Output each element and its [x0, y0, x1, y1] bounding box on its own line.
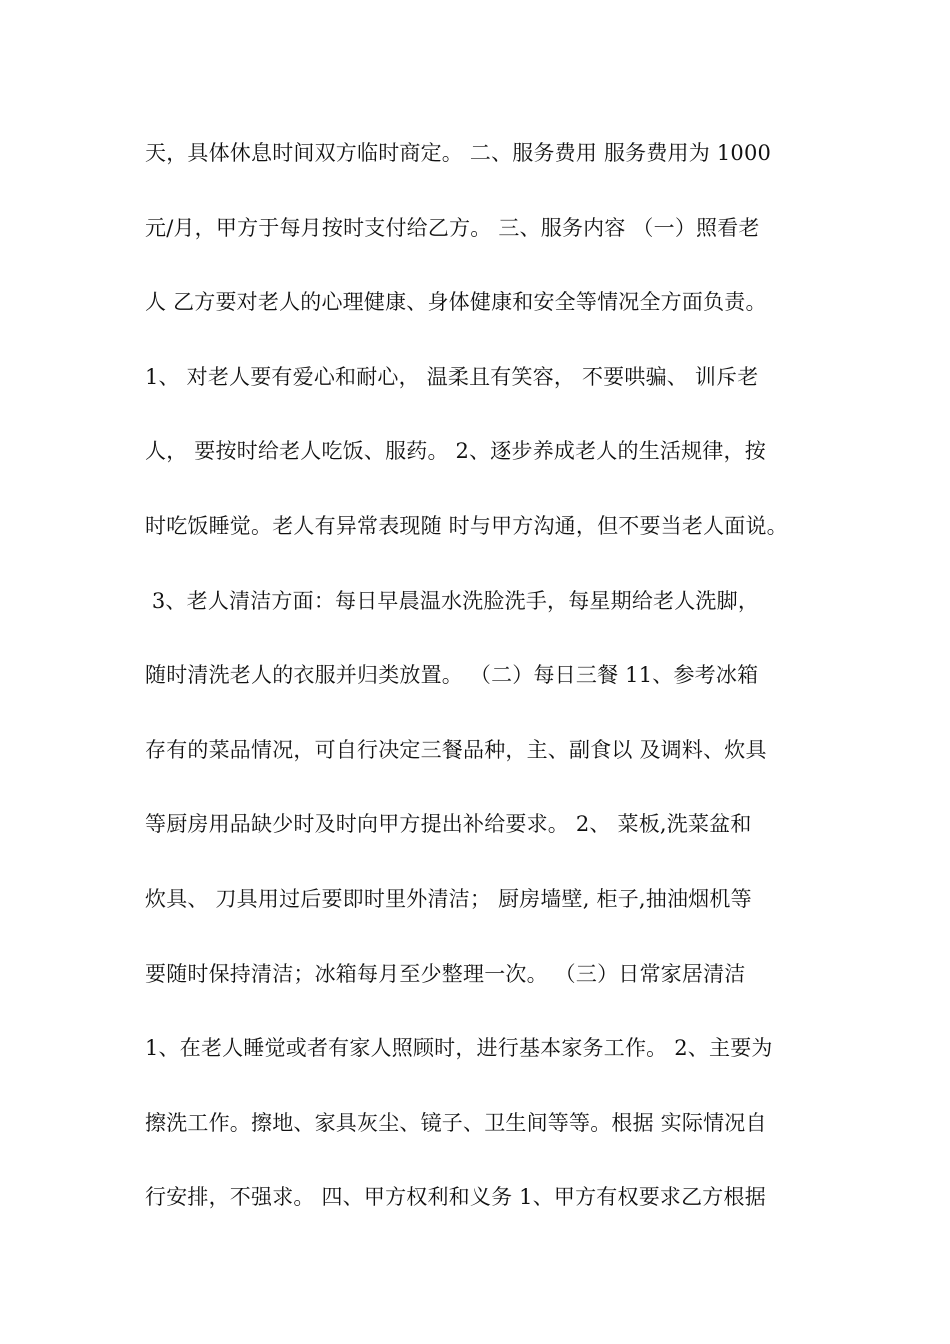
text-line: 随时清洗老人的衣服并归类放置。 （二）每日三餐 11、参考冰箱	[145, 663, 759, 688]
text-line: 人， 要按时给老人吃饭、服药。 2、逐步养成老人的生活规律，按	[145, 439, 766, 464]
text-line: 存有的菜品情况，可自行决定三餐品种，主、副食以 及调料、炊具	[145, 737, 767, 762]
text-line: 要随时保持清洁；冰箱每月至少整理一次。 （三）日常家居清洁	[145, 961, 746, 986]
text-line: 人 乙方要对老人的心理健康、身体健康和安全等情况全方面负责。	[145, 290, 767, 315]
text-line: 炊具、 刀具用过后要即时里外清洁； 厨房墙壁, 柜子,抽油烟机等	[145, 886, 752, 911]
text-line: 天，具体休息时间双方临时商定。 二、服务费用 服务费用为 1000	[145, 141, 772, 165]
text-line: 时吃饭睡觉。老人有异常表现随 时与甲方沟通，但不要当老人面说。	[145, 513, 788, 538]
text-line: 1、在老人睡觉或者有家人照顾时，进行基本家务工作。 2、主要为	[145, 1036, 773, 1061]
text-line: 等厨房用品缺少时及时向甲方提出补给要求。 2、 菜板,洗菜盆和	[145, 812, 752, 837]
text-line: 行安排，不强求。 四、甲方权利和义务 1、甲方有权要求乙方根据	[145, 1185, 766, 1210]
text-line: 元/月，甲方于每月按时支付给乙方。 三、服务内容 （一）照看老	[145, 215, 760, 240]
text-line: 3、老人清洁方面：每日早晨温水洗脸洗手，每星期给老人洗脚，	[145, 588, 760, 613]
text-line: 1、 对老人要有爱心和耐心， 温柔且有笑容， 不要哄骗、 训斥老	[145, 364, 759, 389]
text-line: 擦洗工作。擦地、家具灰尘、镜子、卫生间等等。根据 实际情况自	[145, 1110, 767, 1135]
contract-body-text	[145, 134, 835, 1253]
